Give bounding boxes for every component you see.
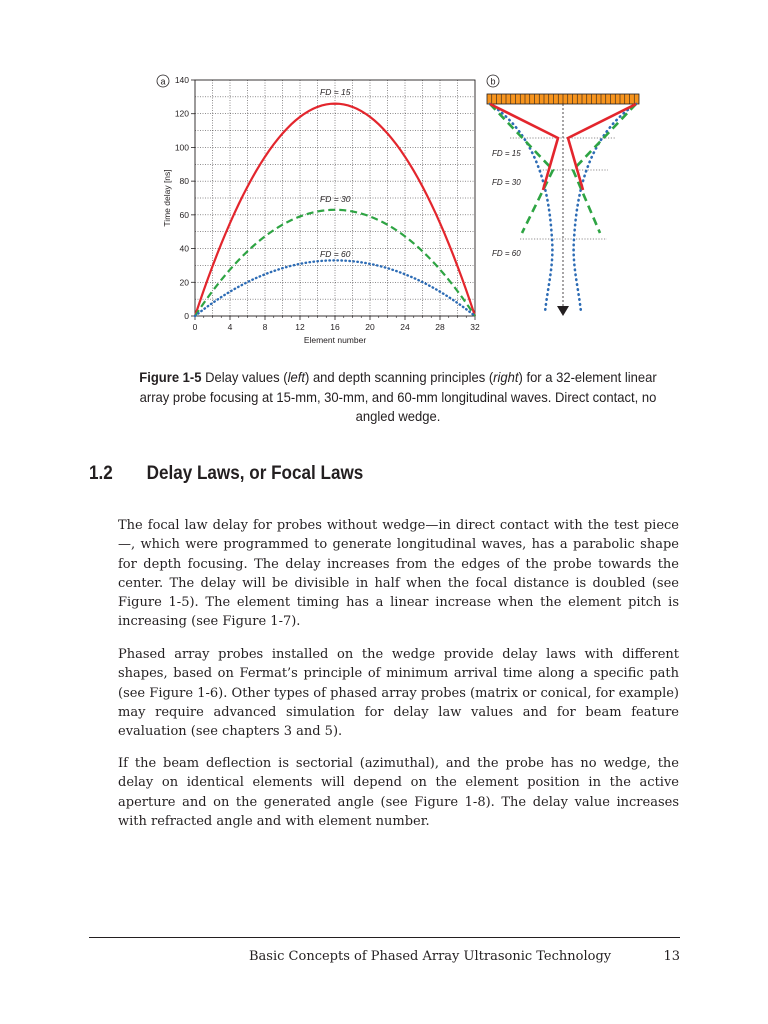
section-number: 1.2 bbox=[89, 463, 113, 484]
footer-title: Basic Concepts of Phased Array Ultrasonic Technology bbox=[249, 949, 612, 964]
caption-right: right bbox=[493, 369, 519, 385]
section-heading bbox=[89, 463, 363, 485]
y-tick-label: 100 bbox=[174, 142, 189, 153]
x-tick-label: 28 bbox=[435, 322, 445, 332]
y-tick-label: 0 bbox=[184, 311, 189, 321]
footer-rule bbox=[89, 937, 680, 938]
depth-arrow-icon bbox=[557, 306, 569, 316]
series-label-fd60: FD = 60 bbox=[320, 249, 351, 259]
panel-b-label: b bbox=[490, 76, 496, 87]
series-label-fd30: FD = 30 bbox=[320, 194, 351, 204]
panel-a-label: a bbox=[160, 76, 166, 87]
x-tick-label: 4 bbox=[227, 322, 233, 332]
x-axis-label: Element number bbox=[303, 335, 367, 345]
series-label-fd15: FD = 15 bbox=[320, 87, 351, 97]
y-tick-label: 60 bbox=[179, 209, 189, 220]
y-tick-label: 80 bbox=[179, 176, 189, 187]
diagram-label-fd15: FD = 15 bbox=[492, 149, 521, 158]
section-title: Delay Laws, or Focal Laws bbox=[146, 463, 364, 484]
diagram-label-fd30: FD = 30 bbox=[492, 178, 521, 187]
beam-fd15-right bbox=[568, 104, 636, 190]
delay-chart bbox=[157, 75, 480, 345]
x-tick-label: 16 bbox=[330, 322, 340, 332]
beam-fd30-right bbox=[573, 104, 636, 233]
caption-text-1: Delay values ( bbox=[201, 369, 288, 385]
figure-caption bbox=[130, 368, 666, 427]
caption-label: Figure 1-5 bbox=[139, 369, 202, 385]
page-number: 13 bbox=[663, 949, 680, 964]
caption-text-2: ) and depth scanning principles ( bbox=[304, 369, 494, 385]
caption-left: left bbox=[287, 369, 305, 385]
y-tick-label: 40 bbox=[179, 243, 189, 254]
paragraph-3: If the beam deflection is sectorial (azimuthal), and the probe has no wedge, the delay on identical elements will depend on the element position in the active aperture and on the generated angle (see Figure 1-8). The delay value increases with refracted angle and with element number. bbox=[118, 756, 679, 829]
y-tick-label: 20 bbox=[179, 277, 189, 288]
diagram-label-fd60: FD = 60 bbox=[492, 249, 521, 258]
caption-text-3: ) for a 32-element linear array probe focusing at 15-mm, 30-mm, and 60-mm longitudinal waves. Direct contact, no angled wedge. bbox=[139, 369, 657, 424]
paragraph-1: The focal law delay for probes without wedge—in direct contact with the test piece—, which were programmed to generate longitudinal waves, has a parabolic shape for depth focusing. The delay increases from the edges of the probe towards the center. The delay will be divisible in half when the focal distance is doubled (see Figure 1-5). The element timing has a linear increase when the element pitch is increasing (see Figure 1-7). bbox=[118, 518, 679, 630]
y-tick-label: 140 bbox=[174, 75, 189, 85]
depth-scanning-diagram bbox=[487, 75, 639, 316]
y-tick-label: 120 bbox=[174, 108, 189, 119]
x-tick-label: 32 bbox=[470, 322, 480, 332]
beam-fd30 bbox=[490, 104, 553, 233]
x-tick-label: 24 bbox=[400, 322, 410, 332]
x-tick-label: 20 bbox=[365, 322, 375, 332]
x-tick-label: 0 bbox=[192, 322, 198, 332]
figure-1-5 bbox=[0, 0, 768, 360]
y-axis-label: Time delay [ns] bbox=[162, 169, 172, 227]
probe-array bbox=[487, 94, 639, 104]
x-tick-label: 12 bbox=[295, 322, 305, 332]
x-tick-label: 8 bbox=[262, 322, 268, 332]
paragraph-2: Phased array probes installed on the wedge provide delay laws with different shapes, based on Fermat’s principle of minimum arrival time along a specific path (see Figure 1-6). Other types of phased array probes (matrix or conical, for example) may require advanced simulation for delay law values and for beam feature evaluation (see chapters 3 and 5). bbox=[118, 647, 679, 740]
